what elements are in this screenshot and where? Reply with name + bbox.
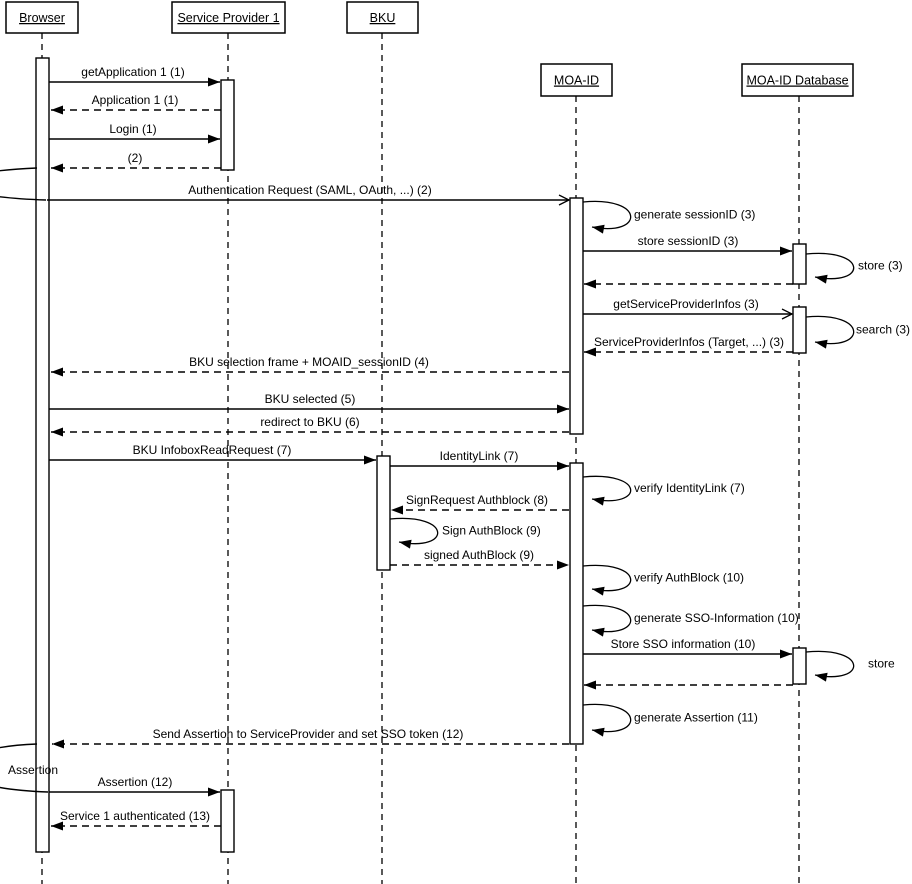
- message-label-18: Send Assertion to ServiceProvider and set SSO token (12): [152, 727, 464, 741]
- activation-bar-bku: [377, 456, 390, 570]
- self-message-arrow-5: [583, 565, 631, 590]
- self-message-label-4: Sign AuthBlock (9): [442, 523, 541, 538]
- self-message-label-2: search (3): [856, 322, 911, 337]
- self-message-arrow-2: [806, 316, 854, 343]
- self-message-label-3: verify IdentityLink (7): [634, 481, 745, 495]
- self-message-arrow-4: [390, 518, 438, 543]
- activation-bar-browser: [36, 58, 49, 852]
- message-label-5: store sessionID (3): [637, 234, 739, 248]
- actor-label-browser: Browser: [19, 11, 65, 25]
- activation-bar-moa-id-database: [793, 244, 806, 284]
- actor-label-moa-id: MOA-ID: [553, 73, 600, 88]
- self-message-arrow-0: [583, 201, 631, 228]
- activation-bar-moa-id-database: [793, 648, 806, 684]
- message-label-10: BKU selected (5): [264, 392, 356, 406]
- activation-bar-service-provider-1: [221, 790, 234, 852]
- message-label-15: signed AuthBlock (9): [423, 548, 535, 562]
- actor-label-moa-id-database: MOA-ID Database: [746, 73, 849, 88]
- labels-layer: [8, 11, 910, 823]
- self-message-label-7: store: [868, 656, 895, 671]
- message-label-13: IdentityLink (7): [439, 449, 519, 463]
- self-message-label-1: store (3): [858, 258, 903, 273]
- message-label-9: BKU selection frame + MOAID_sessionID (4): [189, 355, 429, 369]
- message-label-1: Application 1 (1): [91, 93, 179, 107]
- message-label-7: getServiceProviderInfos (3): [613, 297, 759, 311]
- redirect-loop-label: Assertion: [8, 763, 59, 777]
- self-message-label-5: verify AuthBlock (10): [634, 570, 745, 585]
- message-label-3: (2): [127, 151, 143, 165]
- self-message-arrow-1: [806, 253, 854, 278]
- activation-bar-moa-id-database: [793, 307, 806, 353]
- message-label-4: Authentication Request (SAML, OAuth, ...) (2): [188, 183, 432, 197]
- message-label-14: SignRequest Authblock (8): [405, 493, 549, 507]
- self-message-arrow-3: [583, 476, 631, 500]
- message-label-2: Login (1): [109, 122, 157, 136]
- message-label-8: ServiceProviderInfos (Target, ...) (3): [593, 335, 785, 349]
- actor-label-service-provider-1: Service Provider 1: [177, 11, 280, 25]
- activation-bar-moa-id: [570, 463, 583, 744]
- message-label-16: Store SSO information (10): [610, 637, 756, 651]
- self-message-arrow-8: [583, 704, 631, 731]
- self-message-arrow-6: [583, 605, 631, 631]
- self-message-label-0: generate sessionID (3): [634, 207, 756, 222]
- self-message-label-6: generate SSO-Information (10): [634, 611, 799, 625]
- message-label-0: getApplication 1 (1): [81, 65, 185, 79]
- activation-bar-service-provider-1: [221, 80, 234, 170]
- actor-label-bku: BKU: [369, 11, 396, 25]
- message-label-19: Assertion (12): [97, 775, 173, 789]
- message-label-20: Service 1 authenticated (13): [59, 809, 211, 823]
- self-message-arrow-7: [806, 651, 854, 676]
- self-message-label-8: generate Assertion (11): [634, 710, 758, 725]
- lifelines-layer: [42, 33, 799, 884]
- activation-bar-moa-id: [570, 198, 583, 434]
- message-label-12: BKU InfoboxReadRequest (7): [132, 443, 292, 457]
- message-label-11: redirect to BKU (6): [260, 415, 360, 429]
